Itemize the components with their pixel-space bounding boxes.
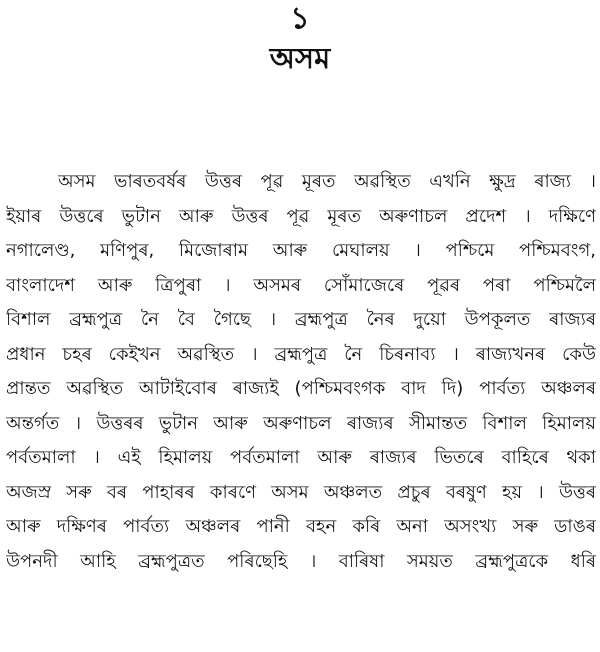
paragraph-line: আৰু দক্ষিণৰ পাৰ্বত্য অঞ্চলৰ পানী বহন কৰি অনা অসংখ্য সৰু ডাঙৰ [6, 516, 596, 537]
body-paragraph [6, 165, 596, 579]
paragraph-line: উপনদী আহি ব্ৰহ্মপুত্ৰত পৰিছেহি । বাৰিষা সময়ত ব্ৰহ্মপুত্ৰকে ধৰি [6, 550, 596, 572]
paragraph-line: বিশাল ব্ৰহ্মপুত্ৰ নৈ বৈ গৈছে । ব্ৰহ্মপুত্ৰ নৈৰ দুয়ো উপকূলত ৰাজ্যৰ [6, 309, 596, 330]
chapter-title: অসম [269, 41, 331, 75]
paragraph-line: ইয়াৰ উত্তৰে ভুটান আৰু উত্তৰ পূৱ মূৰত অৰুণাচল প্ৰদেশ । দক্ষিণে [6, 205, 596, 227]
paragraph-line: নগালেণ্ড, মণিপুৰ, মিজোৰাম আৰু মেঘালয় । পশ্চিমে পশ্চিমবংগ, [6, 240, 596, 261]
paragraph-line: প্ৰান্তত অৱস্থিত আটাইবোৰ ৰাজ্যই (পশ্চিমবংগক বাদ দি) পাৰ্বত্য অঞ্চলৰ [6, 378, 596, 399]
paragraph-line: প্ৰধান চহৰ কেইখন অৱস্থিত । ব্ৰহ্মপুত্ৰ নৈ চিৰনাব্য । ৰাজ্যখনৰ কেউ [6, 343, 596, 365]
paragraph-line: অসম ভাৰতবৰ্ষৰ উত্তৰ পূৱ মূৰত অৱস্থিত এখনি ক্ষুদ্ৰ ৰাজ্য । [58, 171, 596, 192]
paragraph-line: অন্তৰ্গত । উত্তৰৰ ভুটান আৰু অৰুণাচল ৰাজ্যৰ সীমান্তত বিশাল হিমালয় [6, 412, 596, 434]
paragraph-line: বাংলাদেশ আৰু ত্ৰিপুৰা । অসমৰ সোঁমাজেৰে পূৱৰ পৰা পশ্চিমলৈ [6, 274, 596, 296]
paragraph-line: অজস্ৰ সৰু বৰ পাহাৰৰ কাৰণে অসম অঞ্চলত প্ৰচুৰ বৰষুণ হয় । উত্তৰ [6, 481, 596, 503]
paragraph-line: পৰ্বতমালা । এই হিমালয় পৰ্বতমালা আৰু ৰাজ্যৰ ভিতৰে বাহিৰে থকা [6, 447, 596, 468]
chapter-number: ১ [290, 1, 310, 36]
